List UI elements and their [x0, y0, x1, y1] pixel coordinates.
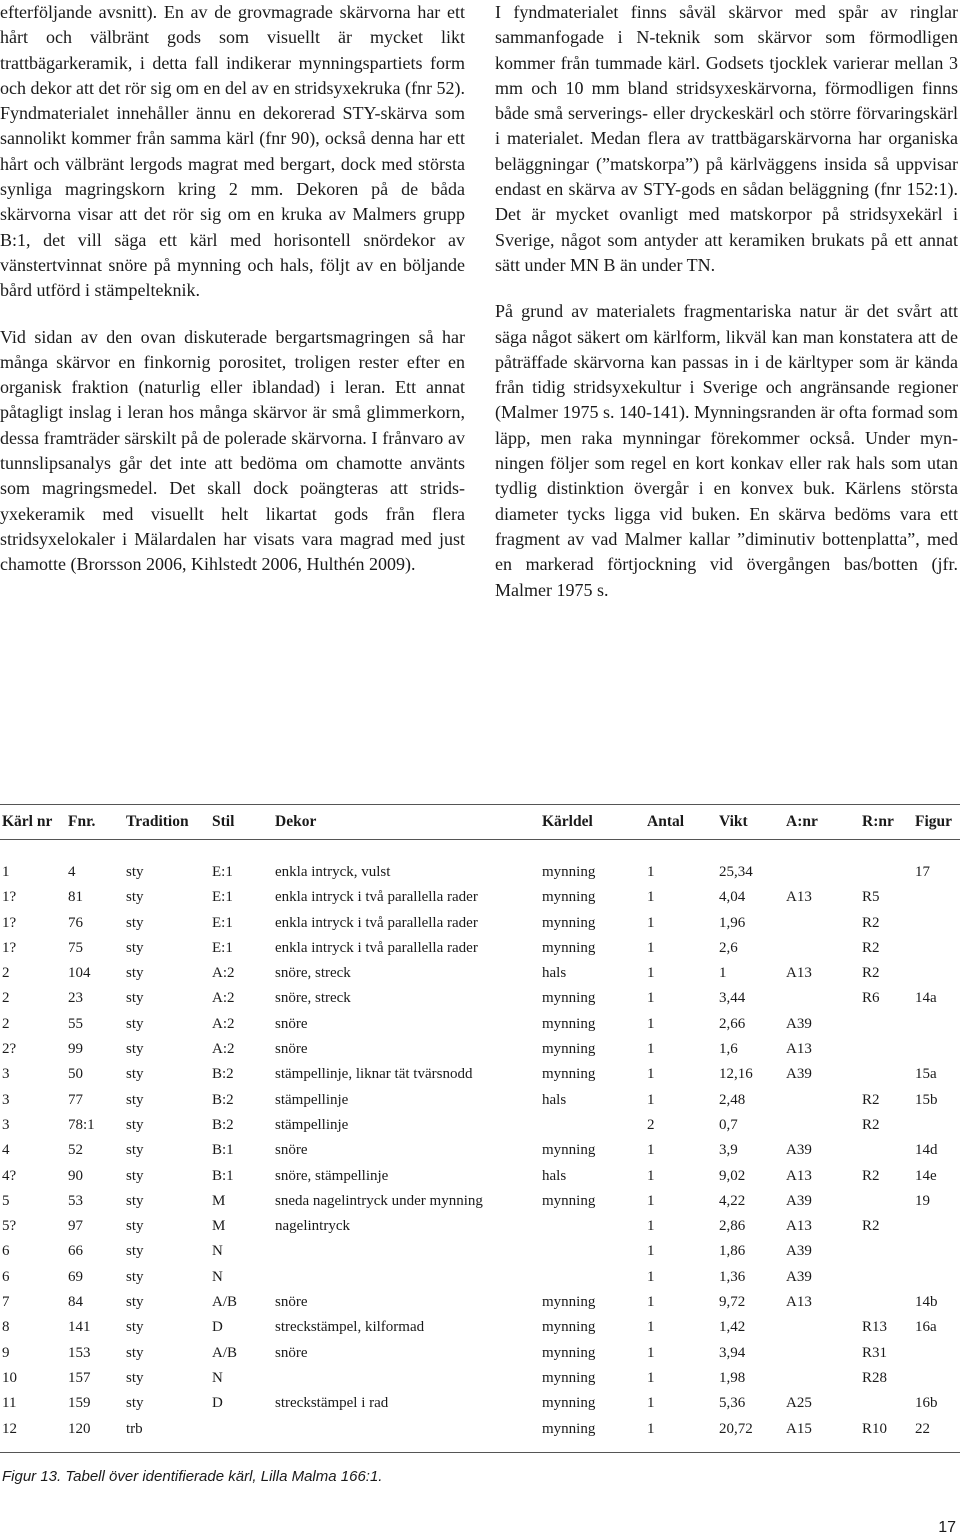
- table-cell: 1: [647, 1294, 655, 1311]
- table-cell: sty: [126, 1041, 144, 1058]
- table-cell: mynning: [542, 864, 596, 880]
- table-cell: N: [212, 1243, 223, 1260]
- table-cell: E:1: [212, 864, 233, 880]
- paragraph: I fyndmaterialet finns såväl skärvor med spår av ringlar sammanfogade i N-teknik som skärvor som förmodligen kommer från tummade kärl. Godsets tjocklek varierar mellan 3 mm och 10 mm bland stridsyxeskärvorna, förmodligen finns både små serverings- eller dryckeskärl och större förvaringskärl i materialet. Medan flera av trattbägarskärvorna har organiska beläggningar (”matskorpa”) på kärlväggens insida så uppvisar endast en skärva av STY-gods en sådan beläggning (fnr 152:1). Det är mycket ovanligt med matskorpor på stridsyxekärl i Sverige, något som antyder att keramiken brukats på ett annat sätt under MN B än under TN.: [495, 2, 958, 275]
- table-row: [0, 1366, 960, 1391]
- table-cell: A39: [786, 1268, 812, 1285]
- table-cell: 2: [2, 990, 10, 1007]
- column-header: Antal: [647, 813, 685, 830]
- column-header: Stil: [212, 813, 235, 830]
- table-cell: 1: [647, 1041, 655, 1058]
- left-text-column: [0, 0, 465, 578]
- table-cell: A25: [786, 1395, 812, 1412]
- table-cell: 1: [647, 1319, 655, 1336]
- table-cell: M: [212, 1192, 226, 1209]
- table-cell: enkla intryck i två parallella rader: [275, 889, 478, 906]
- vessel-table: [0, 804, 960, 1453]
- table-cell: 2: [2, 965, 10, 982]
- table-cell: 1: [647, 1167, 655, 1184]
- table-cell: 157: [68, 1369, 91, 1386]
- table-cell: sty: [126, 1395, 144, 1412]
- table-cell: sty: [126, 1167, 144, 1184]
- table-cell: streckstämpel i rad: [275, 1395, 389, 1412]
- table-cell: mynning: [542, 889, 596, 906]
- table-cell: 1,36: [719, 1268, 746, 1285]
- table-cell: sty: [126, 1319, 144, 1336]
- table-cell: snöre: [275, 1015, 308, 1032]
- table-cell: 1,42: [719, 1319, 746, 1336]
- table-row: [0, 1189, 960, 1214]
- table-cell: 53: [68, 1192, 83, 1209]
- table-cell: A:2: [212, 990, 235, 1007]
- table-cell: 1,86: [719, 1243, 746, 1260]
- table-cell: A13: [786, 1294, 812, 1311]
- table-cell: A:2: [212, 965, 235, 982]
- table-cell: 84: [68, 1294, 83, 1311]
- table-cell: 159: [68, 1395, 91, 1412]
- table-cell: snöre: [275, 1344, 308, 1361]
- table-cell: 55: [68, 1015, 83, 1032]
- table-cell: 1?: [2, 889, 17, 906]
- column-header: A:nr: [786, 813, 818, 830]
- table-cell: R2: [862, 1218, 880, 1235]
- table-cell: 9,02: [719, 1167, 746, 1184]
- table-cell: 1: [647, 1015, 655, 1032]
- table-cell: sty: [126, 914, 144, 931]
- table-cell: 14e: [915, 1167, 937, 1184]
- table-cell: 1: [647, 965, 655, 982]
- table-cell: snöre, stämpellinje: [275, 1167, 389, 1184]
- table-cell: A39: [786, 1192, 812, 1209]
- table-cell: 2,6: [719, 939, 738, 956]
- table-cell: 99: [68, 1041, 83, 1058]
- table-cell: 1: [647, 914, 655, 931]
- table-cell: snöre: [275, 1294, 308, 1311]
- table-header-row: [0, 805, 960, 839]
- table-cell: sty: [126, 1218, 144, 1235]
- table-cell: 1: [647, 939, 655, 956]
- paragraph: Vid sidan av den ovan diskuterade bergartsmagringen så har många skärvor en finkornig porositet, troligen rester efter en organisk fraktion (naturlig eller iblandad) i leran. Ett annat påtagligt inslag i leran hos många skärvor är små glimmerkorn, dessa framträder särskilt på de polerade skärvorna. I frånvaro av tunnslipsanalys går det inte att bedöma om chamotte använts som magringsmedel. Det skall dock poängteras att stridsyxekeramik med visuellt helt likartat gods från flera stridsyxelokaler i Mälardalen har visats vara magrad med just chamotte (Brorsson 2006, Kihlstedt 2006, Hulthén 2009).: [0, 326, 465, 575]
- table-cell: 2: [647, 1116, 655, 1133]
- paragraph: efterföljande avsnitt). En av de grovmagrade skärvorna har ett hårt och välbränt gods som visuellt är mycket likt trattbägarkeramik, i detta fall indikerar mynningspartiets form och dekor att det rör sig om en del av en stridsyxekruka (fnr 52). Fyndmaterialet innehåller ännu en dekorerad STY-skärva som sannolikt kommer från samma kärl (fnr 90), också denna har ett hårt och välbränt lergods magrat med bergart, dock med största synliga magringskorn kring 2 mm. Dekoren på de båda skärvorna visar att det rör sig om en kruka av Malmers grupp B:1, det vill säga ett kärl med horisontell snördekor av vänstertvinnat snöre på mynning och hals, följt av en böljande bård utförd i stämpelteknik.: [0, 2, 465, 301]
- table-cell: mynning: [542, 1369, 596, 1386]
- table-row: [0, 1265, 960, 1290]
- table-cell: 4,22: [719, 1192, 746, 1209]
- table-cell: 104: [68, 965, 91, 982]
- table-cell: snöre, streck: [275, 965, 351, 982]
- column-header: Vikt: [719, 813, 748, 830]
- table-cell: 69: [68, 1268, 83, 1285]
- table-cell: B:2: [212, 1116, 234, 1133]
- table-cell: A39: [786, 1243, 812, 1260]
- right-text-column: [495, 0, 958, 603]
- table-cell: 25,34: [719, 864, 753, 880]
- table-cell: 15b: [915, 1091, 938, 1108]
- table-cell: 4: [2, 1142, 10, 1159]
- table-cell: sty: [126, 1015, 144, 1032]
- table-cell: 1: [647, 889, 655, 906]
- table-cell: 1,96: [719, 914, 746, 931]
- table-cell: 8: [2, 1319, 10, 1336]
- table-cell: R2: [862, 1091, 880, 1108]
- table-cell: R10: [862, 1420, 888, 1437]
- table-cell: B:1: [212, 1142, 234, 1159]
- table-cell: R2: [862, 1167, 880, 1184]
- table-row: [0, 1062, 960, 1087]
- table-cell: 1: [719, 965, 727, 982]
- table-cell: sty: [126, 1344, 144, 1361]
- table-cell: 75: [68, 939, 83, 956]
- table-cell: A39: [786, 1142, 812, 1159]
- table-cell: mynning: [542, 1041, 596, 1058]
- table-cell: snöre, streck: [275, 990, 351, 1007]
- table-cell: 2,66: [719, 1015, 746, 1032]
- table-cell: R28: [862, 1369, 888, 1386]
- table-cell: 1: [647, 990, 655, 1007]
- table-cell: B:2: [212, 1066, 234, 1083]
- table-cell: 6: [2, 1243, 10, 1260]
- table-cell: A/B: [212, 1294, 238, 1311]
- table-cell: nagelintryck: [275, 1218, 350, 1235]
- table-bottom-rule: [0, 1452, 960, 1453]
- table-cell: sty: [126, 889, 144, 906]
- table-cell: 1: [647, 1243, 655, 1260]
- table-cell: R2: [862, 914, 880, 931]
- table-cell: A13: [786, 1218, 812, 1235]
- paragraph: På grund av materialets fragmentariska natur är det svårt att säga något säkert om kärlform, likväl kan man konstatera att de påträffade skärvorna kan passas in i de kärltyper som är kända från tidig stridsyxekultur i Sverige och angränsande regioner (Malmer 1975 s. 140-141). Mynningsranden är ofta formad som läpp, men raka mynningar förekommer också. Under mynningen följer som regel en kort konkav eller rak hals som utan tydlig distinktion övergår i en konvex buk. Kärlens största diameter tycks ligga vid buken. En skärva bedöms vara ett fragment av vad Malmer kallar ”diminutiv bottenplatta”, med en markerad förtjockning vid övergången bas/botten (jfr. Malmer 1975 s.: [495, 301, 958, 600]
- table-cell: mynning: [542, 1319, 596, 1336]
- table-cell: sty: [126, 1091, 144, 1108]
- table-cell: hals: [542, 965, 567, 982]
- table-cell: mynning: [542, 914, 596, 931]
- table-cell: sty: [126, 1142, 144, 1159]
- table-cell: 11: [2, 1395, 17, 1412]
- table-cell: 4: [68, 864, 76, 880]
- table-cell: hals: [542, 1167, 567, 1184]
- table-row: [0, 1239, 960, 1264]
- table-cell: B:2: [212, 1091, 234, 1108]
- table-cell: A:2: [212, 1015, 235, 1032]
- table-cell: 0,7: [719, 1116, 738, 1133]
- table-cell: sty: [126, 1116, 144, 1133]
- table-cell: R5: [862, 889, 880, 906]
- table-cell: snöre: [275, 1142, 308, 1159]
- table-body: [0, 860, 960, 1442]
- table-cell: 2,86: [719, 1218, 746, 1235]
- table-cell: mynning: [542, 939, 596, 956]
- table-cell: 4,04: [719, 889, 746, 906]
- table-cell: A13: [786, 1167, 812, 1184]
- table-row: [0, 1391, 960, 1416]
- table-cell: 1: [647, 864, 655, 880]
- table-cell: 14a: [915, 990, 937, 1007]
- table-cell: sty: [126, 990, 144, 1007]
- table-row: [0, 860, 960, 885]
- table-cell: hals: [542, 1091, 567, 1108]
- table-cell: sty: [126, 864, 144, 880]
- table-cell: mynning: [542, 1142, 596, 1159]
- table-cell: 153: [68, 1344, 91, 1361]
- table-cell: R2: [862, 1116, 880, 1133]
- table-cell: 3,44: [719, 990, 746, 1007]
- table-cell: M: [212, 1218, 226, 1235]
- table-cell: 1: [647, 1142, 655, 1159]
- table-cell: mynning: [542, 1395, 596, 1412]
- table-cell: 12,16: [719, 1066, 753, 1083]
- table-row: [0, 1341, 960, 1366]
- table-cell: mynning: [542, 1192, 596, 1209]
- table-cell: 77: [68, 1091, 83, 1108]
- table-cell: 90: [68, 1167, 83, 1184]
- table-cell: A13: [786, 889, 812, 906]
- table-cell: D: [212, 1319, 223, 1336]
- table-cell: 3: [2, 1091, 10, 1108]
- table-row: [0, 911, 960, 936]
- table-cell: 10: [2, 1369, 17, 1386]
- table-cell: 120: [68, 1420, 91, 1437]
- table-cell: 3,9: [719, 1142, 738, 1159]
- table-cell: 52: [68, 1142, 83, 1159]
- figure-caption: Figur 13. Tabell över identifierade kärl, Lilla Malma 166:1.: [2, 1468, 383, 1485]
- table-cell: R13: [862, 1319, 888, 1336]
- table-cell: 1: [647, 1420, 655, 1437]
- table-cell: E:1: [212, 939, 233, 956]
- column-header: Kärldel: [542, 813, 593, 830]
- table-cell: R2: [862, 965, 880, 982]
- table-cell: sneda nagelintryck under mynning: [275, 1192, 483, 1209]
- table-cell: 97: [68, 1218, 83, 1235]
- table-cell: sty: [126, 1294, 144, 1311]
- table-cell: mynning: [542, 1015, 596, 1032]
- table-row: [0, 1290, 960, 1315]
- column-header: Fnr.: [68, 813, 96, 830]
- column-header: Figur: [915, 813, 953, 830]
- table-cell: sty: [126, 1243, 144, 1260]
- table-row: [0, 1037, 960, 1062]
- table-cell: 23: [68, 990, 83, 1007]
- page-number: 17: [938, 1519, 956, 1536]
- table-cell: 15a: [915, 1066, 937, 1083]
- table-cell: 7: [2, 1294, 10, 1311]
- table-cell: trb: [126, 1420, 143, 1437]
- table-cell: 81: [68, 889, 83, 906]
- table-cell: A39: [786, 1066, 812, 1083]
- table-cell: 1?: [2, 939, 17, 956]
- table-cell: enkla intryck i två parallella rader: [275, 914, 478, 931]
- table-row: [0, 1164, 960, 1189]
- table-row: [0, 1417, 960, 1442]
- table-cell: 66: [68, 1243, 83, 1260]
- table-row: [0, 1315, 960, 1340]
- table-cell: mynning: [542, 1344, 596, 1361]
- table-cell: 1?: [2, 914, 17, 931]
- table-cell: D: [212, 1395, 223, 1412]
- table-cell: sty: [126, 939, 144, 956]
- table-cell: 1: [2, 864, 10, 880]
- column-header: Dekor: [275, 813, 317, 830]
- table-cell: A13: [786, 1041, 812, 1058]
- column-header: R:nr: [862, 813, 894, 830]
- column-header: Tradition: [126, 813, 189, 830]
- table-cell: 12: [2, 1420, 17, 1437]
- table-cell: 78:1: [68, 1116, 95, 1133]
- table-cell: 1: [647, 1369, 655, 1386]
- table-cell: N: [212, 1268, 223, 1285]
- table-cell: 1: [647, 1395, 655, 1412]
- table-cell: 19: [915, 1192, 930, 1209]
- table-cell: 5,36: [719, 1395, 746, 1412]
- table-cell: R2: [862, 939, 880, 956]
- table-row: [0, 885, 960, 910]
- table-cell: stämpellinje: [275, 1091, 349, 1108]
- table-row: [0, 1138, 960, 1163]
- table-cell: snöre: [275, 1041, 308, 1058]
- table-cell: A39: [786, 1015, 812, 1032]
- table-cell: enkla intryck, vulst: [275, 864, 391, 880]
- table-cell: R31: [862, 1344, 888, 1361]
- table-cell: mynning: [542, 990, 596, 1007]
- table-cell: 3: [2, 1066, 10, 1083]
- table-row: [0, 961, 960, 986]
- table-row: [0, 1214, 960, 1239]
- table-cell: sty: [126, 1369, 144, 1386]
- table-cell: 141: [68, 1319, 91, 1336]
- table-cell: 14d: [915, 1142, 938, 1159]
- table-cell: 1: [647, 1091, 655, 1108]
- table-row: [0, 1113, 960, 1138]
- table-cell: sty: [126, 1066, 144, 1083]
- table-cell: mynning: [542, 1066, 596, 1083]
- table-row: [0, 1012, 960, 1037]
- table-cell: 1: [647, 1192, 655, 1209]
- table-cell: 4?: [2, 1167, 17, 1184]
- table-cell: E:1: [212, 914, 233, 931]
- table-cell: sty: [126, 1268, 144, 1285]
- table-cell: sty: [126, 965, 144, 982]
- table-cell: A:2: [212, 1041, 235, 1058]
- table-cell: 9: [2, 1344, 10, 1361]
- table-cell: 20,72: [719, 1420, 753, 1437]
- table-cell: E:1: [212, 889, 233, 906]
- table-row: [0, 986, 960, 1011]
- table-cell: 50: [68, 1066, 83, 1083]
- table-cell: 1: [647, 1344, 655, 1361]
- table-row: [0, 936, 960, 961]
- table-cell: 3,94: [719, 1344, 746, 1361]
- table-cell: stämpellinje: [275, 1116, 349, 1133]
- table-cell: B:1: [212, 1167, 234, 1184]
- table-cell: streckstämpel, kilformad: [275, 1319, 425, 1336]
- table-cell: 17: [915, 864, 930, 880]
- table-cell: 1,6: [719, 1041, 738, 1058]
- table-cell: 3: [2, 1116, 10, 1133]
- table-cell: 9,72: [719, 1294, 746, 1311]
- table-cell: 1: [647, 1066, 655, 1083]
- table-cell: 14b: [915, 1294, 938, 1311]
- table-cell: sty: [126, 1192, 144, 1209]
- table-cell: 16a: [915, 1319, 937, 1336]
- table-cell: 16b: [915, 1395, 938, 1412]
- table-cell: A15: [786, 1420, 812, 1437]
- table-cell: A13: [786, 965, 812, 982]
- table-cell: N: [212, 1369, 223, 1386]
- table-cell: 76: [68, 914, 83, 931]
- table-cell: 2: [2, 1015, 10, 1032]
- table-cell: 2,48: [719, 1091, 746, 1108]
- table-cell: A/B: [212, 1344, 238, 1361]
- table-cell: mynning: [542, 1420, 596, 1437]
- table-cell: stämpellinje, liknar tät tvärsnodd: [275, 1066, 473, 1083]
- table-cell: enkla intryck i två parallella rader: [275, 939, 478, 956]
- table-cell: R6: [862, 990, 880, 1007]
- table-row: [0, 1088, 960, 1113]
- table-cell: 1: [647, 1218, 655, 1235]
- column-header: Kärl nr: [2, 813, 53, 830]
- table-cell: mynning: [542, 1294, 596, 1311]
- table-cell: 5?: [2, 1218, 17, 1235]
- table-cell: 1: [647, 1268, 655, 1285]
- table-cell: 5: [2, 1192, 10, 1209]
- table-cell: 2?: [2, 1041, 17, 1058]
- table-cell: 22: [915, 1420, 930, 1437]
- table-cell: 1,98: [719, 1369, 746, 1386]
- table-cell: 6: [2, 1268, 10, 1285]
